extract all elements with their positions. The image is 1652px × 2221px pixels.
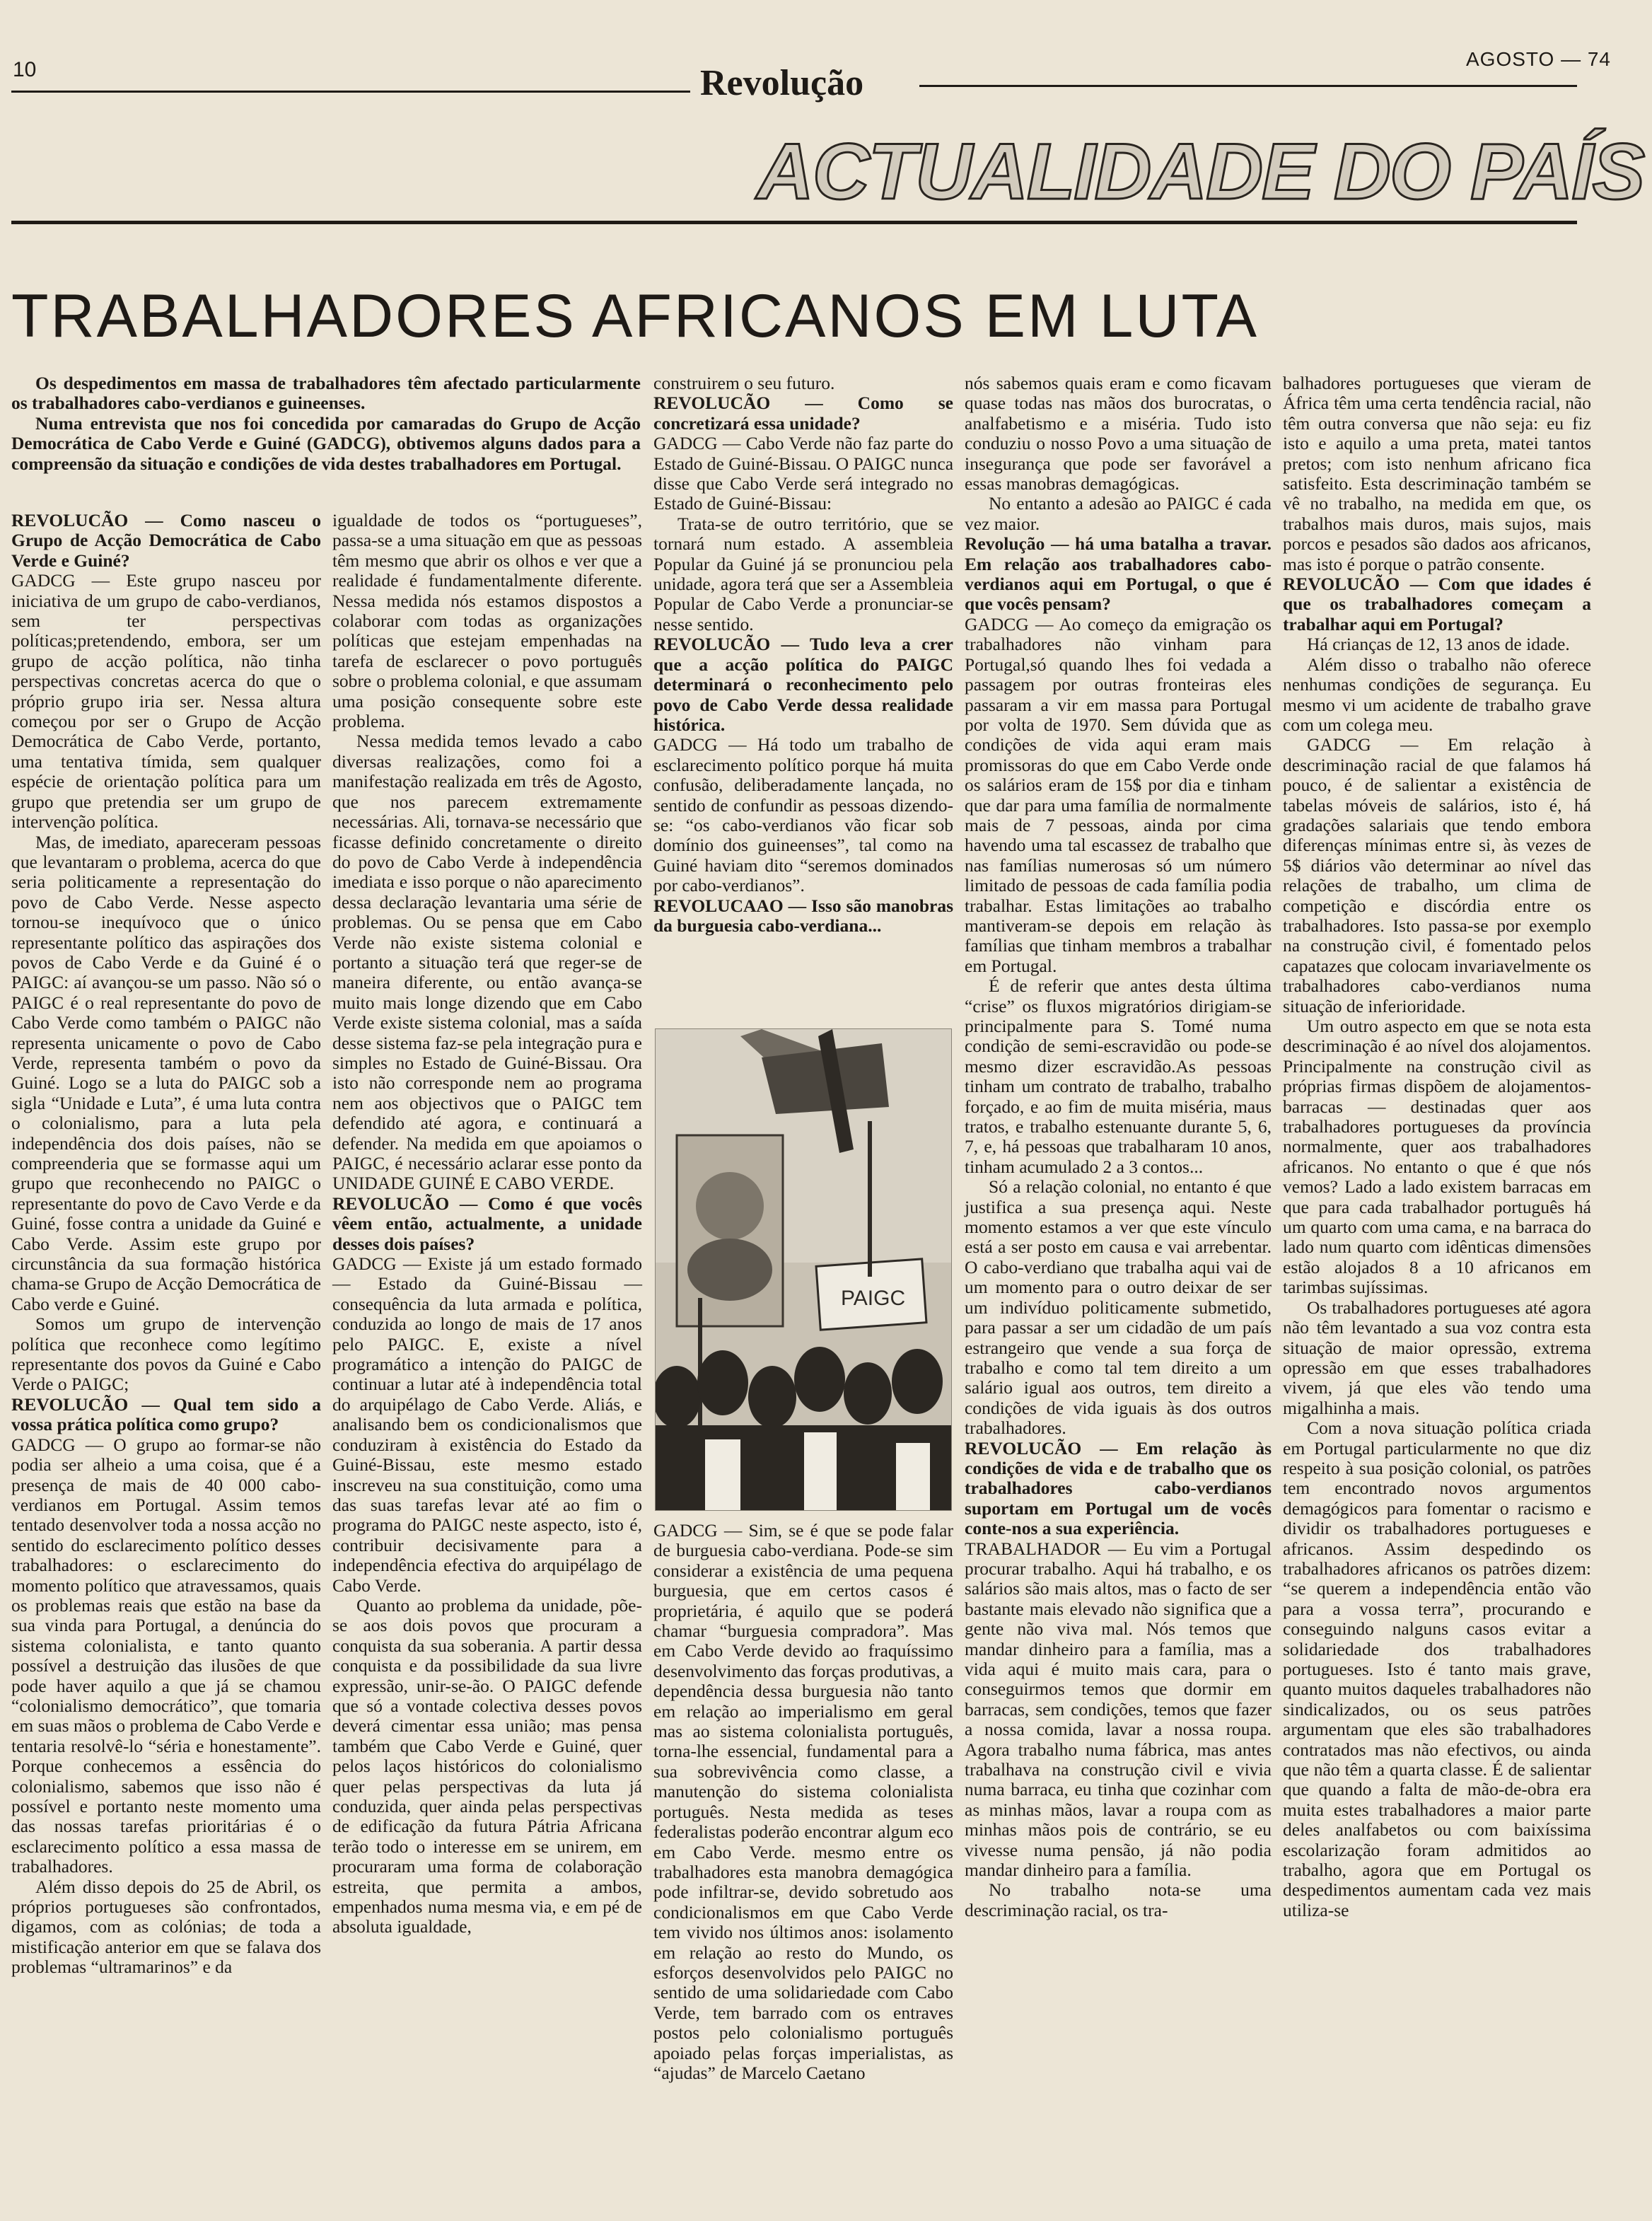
paragraph: Além disso depois do 25 de Abril, os próprios portugueses são confrontados, digamos, com as colónias; de toda a mistificação anterior em que se falava dos problemas “ultramarinos” e da [11, 1876, 321, 1978]
column-3-bottom [653, 1521, 953, 2083]
paragraph: GADCG — Ao começo da emigração os trabalhadores não vinham para Portugal,só quando lhes foi vedada a passagem por outras fronteiras eles passaram a vir em massa para Portugal por volta de 1970. Sem dúvida que as condições de vida aqui eram mais promissoras do que em Cabo Verde onde os salários eram de 15$ por dia e tinham que dar para uma família de normalmente mais de 7 pessoas, ainda por cima havendo uma tal escassez de trabalho que nas famílias numerosas só um número limitado de pessoas de cada família podia trabalhar. Estas limitações ao trabalho mantiveram-se depois em relação às famílias que tinham membros a trabalhar em Portugal. [965, 613, 1272, 976]
paragraph: Trata-se de outro território, que se tornará num estado. A assembleia Popular da Guiné já se pronunciou pela unidade, agora terá que ser a Assembleia Popular de Cabo Verde a pronunciar-se nesse sentido. [653, 513, 953, 634]
paragraph: GADCG — Existe já um estado formado — Estado da Guiné-Bissau — consequência da luta armada e política, conduzida ao longo de mais de 17 anos pelo PAIGC. E, existe a nível programático a intenção do PAIGC de continuar a lutar até à independência total do arquipélago de Cabo Verde. Aliás, e analisando bem os condicionalismos que conduziram à existência do Estado da Guiné-Bissau, este mesmo estado inscreveu na sua constituição, como uma das suas tarefas levar até ao fim o programa do PAIGC neste aspecto, isto é, contribuir decisivamente para a independência efectiva do arquipélago de Cabo Verde. [332, 1253, 642, 1596]
article-headline: TRABALHADORES AFRICANOS EM LUTA [11, 282, 1259, 350]
paragraph: igualdade de todos os “portugueses”, passa-se a uma situação em que as pessoas têm mesmo que abrir os olhos e ver que a realidade é fundamentalmente diferente. Nessa medida nós estamos dispostos a colaborar com todas as organizações políticas que estejam empenhadas na tarefa de esclarecer o povo português sobre o problema colonial, e que assumam uma posição consequente sobre este problema. [332, 510, 642, 732]
paragraph: Os trabalhadores portugueses até agora não têm levantado a sua voz contra esta situação de maior opressão, extrema opressão em que esses trabalhadores vivem, já que eles vão tendo uma migalhinha a mais. [1283, 1297, 1591, 1418]
paragraph: GADCG — Há todo um trabalho de esclarecimento político porque há muita confusão, deliberadamente lançada, no sentido de confundir as pessoas dizendo-se: “os cabo-verdianos vão ficar sob domínio dos guineenses”, tal como na Guiné haviam dito “seremos dominados por cabo-verdianos”. [653, 734, 953, 896]
paragraph: Mas, de imediato, apareceram pessoas que levantaram o problema, acerca do que seria politicamente a representação do povo de Cabo Verde. Nesse aspecto tornou-se inequívoco que o único representante político das aspirações dos povos de Cabo Verde e da Guiné é o PAIGC: aí avançou-se um passo. Não só o PAIGC é o real representante do povo de Cabo Verde como também o PAIGC não representa unicamente o povo de Cabo Verde, representa também o povo da Guiné. Logo se a luta do PAIGC sob a sigla “Unidade e Luta”, é uma luta contra o colonialismo, para a luta pela independência dos dois países, não se compreenderia que se formasse aqui um grupo que reconhecendo no PAIGC o representante do povo de Cavo Verde e da Guiné, fosse contra a unidade da Guiné e Cabo Verde. Assim este grupo por circunstância da sua formação histórica chama-se Grupo de Acção Democrática de Cabo verde e Guiné. [11, 831, 321, 1314]
paragraph: Com a nova situação política criada em Portugal particularmente no que diz respeito à sua posição colonial, os patrões tem encontrado novos argumentos demagógicos para fomentar o racismo e dividir os trabalhadores portugueses e africanos. Assim despedindo os trabalhadores africanos os patrões dizem: “se querem a independência então vão para a vossa terra”, procurando e conseguindo nalguns casos evitar a solidariedade dos trabalhadores portugueses. Isto é tanto mais grave, quanto muitos daqueles trabalhadores não sindicalizados, ou os seus patrões argumentam que eles são trabalhadores contratados mas não efectivos, ou ainda que não têm a quarta classe. É de salientar que quando a falta de mão-de-obra era muita estes trabalhadores a maior parte deles analfabetos ou com baixíssima escolarização foram admitidos ao trabalho, agora que em Portugal os despedimentos aumentam cada vez mais utiliza-se [1283, 1417, 1591, 1920]
paragraph: balhadores portugueses que vieram de África têm uma certa tendência racial, não têm outra conversa que não seja: eu fiz isto e aquilo a uma preta, matei tantos pretos; com isto nenhum africano fica satisfeito. Esta descriminação também se vê no trabalho, na medida em que, os trabalhos mais duros, mais sujos, mais porcos e pesados são dados aos africanos, mas isto é porque o patrão consente. [1283, 373, 1591, 574]
interview-question: REVOLUCÃO — Como se concretizará essa unidade? [653, 393, 953, 434]
lead-paragraph: Numa entrevista que nos foi concedida por camaradas do Grupo de Acção Democrática de Cabo Verde e Guiné (GADCG), obtivemos alguns dados para a compreensão da situação e condições de vida destes trabalhadores em Portugal. [11, 412, 641, 474]
paragraph: Além disso o trabalho não oferece nenhumas condições de segurança. Eu mesmo vi um acidente de trabalho grave com um colega meu. [1283, 654, 1591, 735]
paragraph: construirem o seu futuro. [653, 373, 835, 393]
paragraph: Somos um grupo de intervenção política que reconhece como legítimo representante dos povos da Guiné e Cabo Verde o PAIGC; [11, 1314, 321, 1395]
paragraph: GADCG — Sim, se é que se pode falar de burguesia cabo-verdiana. Pode-se sim considerar a existência de uma pequena burguesia, que em certos casos é proprietária, é aquilo que se poderá chamar “burguesia compradora”. Mas em Cabo Verde devido ao fraquíssimo desenvolvimento das forças produtivas, a dependência dessa burguesia não tanto em relação ao imperialismo em geral mas ao sistema colonialista português, torna-lhe essencial, fundamental para a sua sobrevivência como classe, a manutenção do sistema colonialista português. Nesta medida as teses federalistas poderão encontrar algum eco em Cabo Verde. mesmo entre os trabalhadores esta manobra demagógica pode infiltrar-se, devido sobretudo aos condicionalismos em que Cabo Verde tem vivido nos últimos anos: isolamento em relação ao resto do Mundo, os esforços desenvolvidos pelo PAIGC no sentido de uma solidariedade com Cabo Verde, tem barrado com os entraves postos pelo colonialismo português apoiado pelas forças imperialistas, as “ajudas” de Marcelo Caetano [653, 1520, 953, 2083]
section-rule [11, 221, 1577, 224]
paragraph: GADCG — O grupo ao formar-se não podia ser alheio a uma coisa, que é a presença de mais de 40 000 cabo-verdianos em Portugal. Assim temos tentado desenvolver toda a nossa acção no sentido do esclarecimento político desses trabalhadores: o esclarecimento do momento político que atravessamos, quais os problemas reais que estão na base da sua vinda para Portugal, a denúncia do sistema colonialista, e tanto quanto possível a destruição das ilusões de que pode haver aquilo a que já se chamou “colonialismo democrático”, que tomaria em suas mãos o problema de Cabo Verde e tentaria resolvê-lo “séria e honestamente”. Porque conhecemos a essência do colonialismo, sabemos que isso não é possível e portanto neste momento uma das nossas tarefas prioritárias é o esclarecimento político a essa massa de trabalhadores. [11, 1434, 321, 1877]
paragraph: nós sabemos quais eram e como ficavam quase todas nas mãos dos burocratas, o analfabetismo e a miséria. Tudo isto conduziu o nosso Povo a uma situação de insegurança que pode ser favorável a essas manobras demagógicas. [965, 373, 1272, 494]
column-3-top [653, 373, 953, 936]
column-4 [965, 373, 1272, 1920]
interview-question: REVOLUCÃO — Qual tem sido a vossa prática política como grupo? [11, 1393, 321, 1435]
issue-date: AGOSTO — 74 [1466, 48, 1611, 70]
paragraph: GADCG — Em relação à descriminação racial de que falamos há pouco, é de salientar a existência de tabelas móveis de salários, isto é, há gradações salariais que tendo embora diferenças mínimas entre si, às vezes de 5$ diários vão determinar ao nível das relações de trabalho, um clima de competição e discórdia entre os trabalhadores. Isto passa-se por exemplo na construção civil, é fomentado pelos capatazes que colocam invariavelmente os trabalhadores cabo-verdianos numa situação de inferioridade. [1283, 734, 1591, 1016]
header-rule-right [919, 85, 1577, 87]
paragraph: É de referir que antes desta última “crise” os fluxos migratórios dirigiam-se principalmente para S. Tomé numa condição de semi-escravidão ou pode-se mesmo dizer escravidão.As pessoas tinham um contrato de trabalho, trabalho forçado, e ao fim de muita miséria, maus tratos, e trabalho estenuante durante 5, 6, 7, e, há pessoas que trabalharam 10 anos, tinham acumulado 2 a 3 contos... [965, 975, 1272, 1177]
placard-text: PAIGC [841, 1287, 906, 1310]
paragraph: TRABALHADOR — Eu vim a Portugal procurar trabalho. Aqui há trabalho, e os salários são mais altos, mas o facto de ser bastante mais elevado não significa que a gente não viva mal. Nós temos que mandar dinheiro para a família, mas a vida aqui é muito mais cara, para o conseguirmos temos que dormir em barracas, sem condições, temos que fazer a nossa comida, lavar a nossa roupa. Agora trabalho numa fábrica, mas antes trabalhava na construção civil e vivia numa barraca, eu tinha que cozinhar com as minhas mãos, lavar a roupa com as minhas mãos pois de contrário, se eu vivesse numa pensão, já não podia mandar dinheiro para a família. [965, 1538, 1272, 1881]
paragraph: GADCG — Este grupo nasceu por iniciativa de um grupo de cabo-verdianos, sem ter perspectivas políticas;pretendendo, embora, ser um grupo de acção política, não tinha perspectivas concretas acerca do que o próprio grupo iria ser. Nessa altura começou por ser o Grupo de Acção Democrática de Cabo Verde, portanto, uma tentativa tímida, sem qualquer espécie de orientação política para um grupo que pretendia ser um grupo de intervenção política. [11, 570, 321, 833]
interview-question: REVOLUCÃO — Como é que vocês vêem então, actualmente, a unidade desses dois países? [332, 1193, 642, 1254]
lead-paragraph: Os despedimentos em massa de trabalhadores têm afectado particularmente os trabalhadores cabo-verdianos e guineenses. [11, 373, 641, 414]
paragraph: Só a relação colonial, no entanto é que justifica a sua presença aqui. Neste momento estamos a ver que este vínculo está a ser posto em causa e vai arrebentar. O cabo-verdiano que trabalha aqui vai de um momento para o outro deixar de ser um indivíduo politicamente submetido, para passar a ser um cidadão de um país estrangeiro que vende a sua força de trabalho e como tal tem direito a um salário igual aos outros, tem direito a condições de vida iguais às dos outros trabalhadores. [965, 1176, 1272, 1439]
masthead: Revolução [700, 63, 864, 103]
section-title: ACTUALIDADE DO PAÍS [757, 127, 1644, 216]
paragraph: Nessa medida temos levado a cabo diversas realizações, como foi a manifestação realizada em três de Agosto, que nos parecem extremamente necessárias. Ali, tornava-se necessário que ficasse definido concretamente o direito do povo de Cabo Verde à independência imediata e isso porque o não aparecimento dessa declaração levantaria uma série de problemas. Ou se pensa que em Cabo Verde não existe sistema colonial e portanto a situação terá que reger-se de maneira diferente, ou então avança-se muito mais longe dizendo que em Cabo Verde existe sistema colonial, mas a saída desse sistema faz-se pela integração pura e simples no Estado de Guiné-Bissau. Ora isto não corresponde nem ao programa nem aos objectivos que o PAIGC tem defendido até agora, e continuará a defender. Na medida em que apoiamos o PAIGC, é necessário aclarar esse ponto da UNIDADE GUINÉ E CABO VERDE. [332, 731, 642, 1194]
interview-question: REVOLUCÃO — Como nasceu o Grupo de Acção Democrática de Cabo Verde e Guiné? [11, 510, 321, 571]
interview-question: REVOLUCÃO — Com que idades é que os trabalhadores começam a trabalhar aqui em Portugal? [1283, 574, 1591, 634]
header-rule-left [11, 91, 690, 93]
interview-question: REVOLUCAAO — Isso são manobras da burguesia cabo-verdiana... [653, 895, 953, 936]
paragraph: No entanto a adesão ao PAIGC é cada vez maior. [965, 493, 1272, 534]
paragraph: No trabalho nota-se uma descriminação racial, os tra- [965, 1879, 1272, 1920]
column-1 [11, 511, 321, 1978]
page-number: 10 [13, 58, 37, 81]
interview-question: REVOLUCÃO — Tudo leva a crer que a acção política do PAIGC determinará o reconhecimento pelo povo de Cabo Verde dessa realidade histórica. [653, 634, 953, 735]
article-lead [11, 373, 641, 474]
paragraph: Há crianças de 12, 13 anos de idade. [1307, 634, 1570, 655]
paragraph: GADCG — Cabo Verde não faz parte do Estado de Guiné-Bissau. O PAIGC nunca disse que Cabo Verde será integrado no Estado de Guiné-Bissau: [653, 433, 954, 514]
interview-question: Revolução — há uma batalha a travar. Em relação aos trabalhadores cabo-verdianos aqui em Portugal, o que é que vocês pensam? [965, 533, 1272, 615]
paragraph: Um outro aspecto em que se nota esta descriminação é ao nível dos alojamentos. Principalmente na construção civil as próprias firmas dispõem de alojamentos-barracas — destinadas quer aos trabalhadores portugueses da província normalmente, quer aos trabalhadores africanos. No entanto o que é que nós vemos? Lado a lado existem barracas em que para cada trabalhador português há um quarto com uma cama, e na barraca do lado num quarto com idênticas dimensões estão alojados 8 a 10 africanos em tarimbas sujíssimas. [1283, 1016, 1591, 1298]
column-5 [1283, 373, 1591, 1920]
paragraph: Quanto ao problema da unidade, põe-se aos dois povos que procuram a conquista da sua soberania. A partir dessa conquista e da possibilidade da sua livre expressão, unir-se-ão. O PAIGC defende que só a vontade colectiva desses povos deverá cimentar essa união; mas pensa também que Cabo Verde e Guiné, quer pelos laços históricos do colonialismo quer pelas perspectivas da luta já conduzida, quer ainda pelas perspectivas de edificação da futura Pátria Africana terão todo o interesse em se unirem, em procuraram uma forma de colaboração estreita, que permita a ambos, empenhados numa mesma via, e em pé de absoluta igualdade, [332, 1594, 642, 1937]
demonstration-photo [655, 1028, 952, 1511]
photo-illustration [656, 1029, 951, 1510]
interview-question: REVOLUCÃO — Em relação às condições de vida e de trabalho que os trabalhadores cabo-verdianos suportam em Portugal um de vocês conte-nos a sua experiência. [965, 1437, 1272, 1539]
column-2 [332, 511, 642, 1937]
